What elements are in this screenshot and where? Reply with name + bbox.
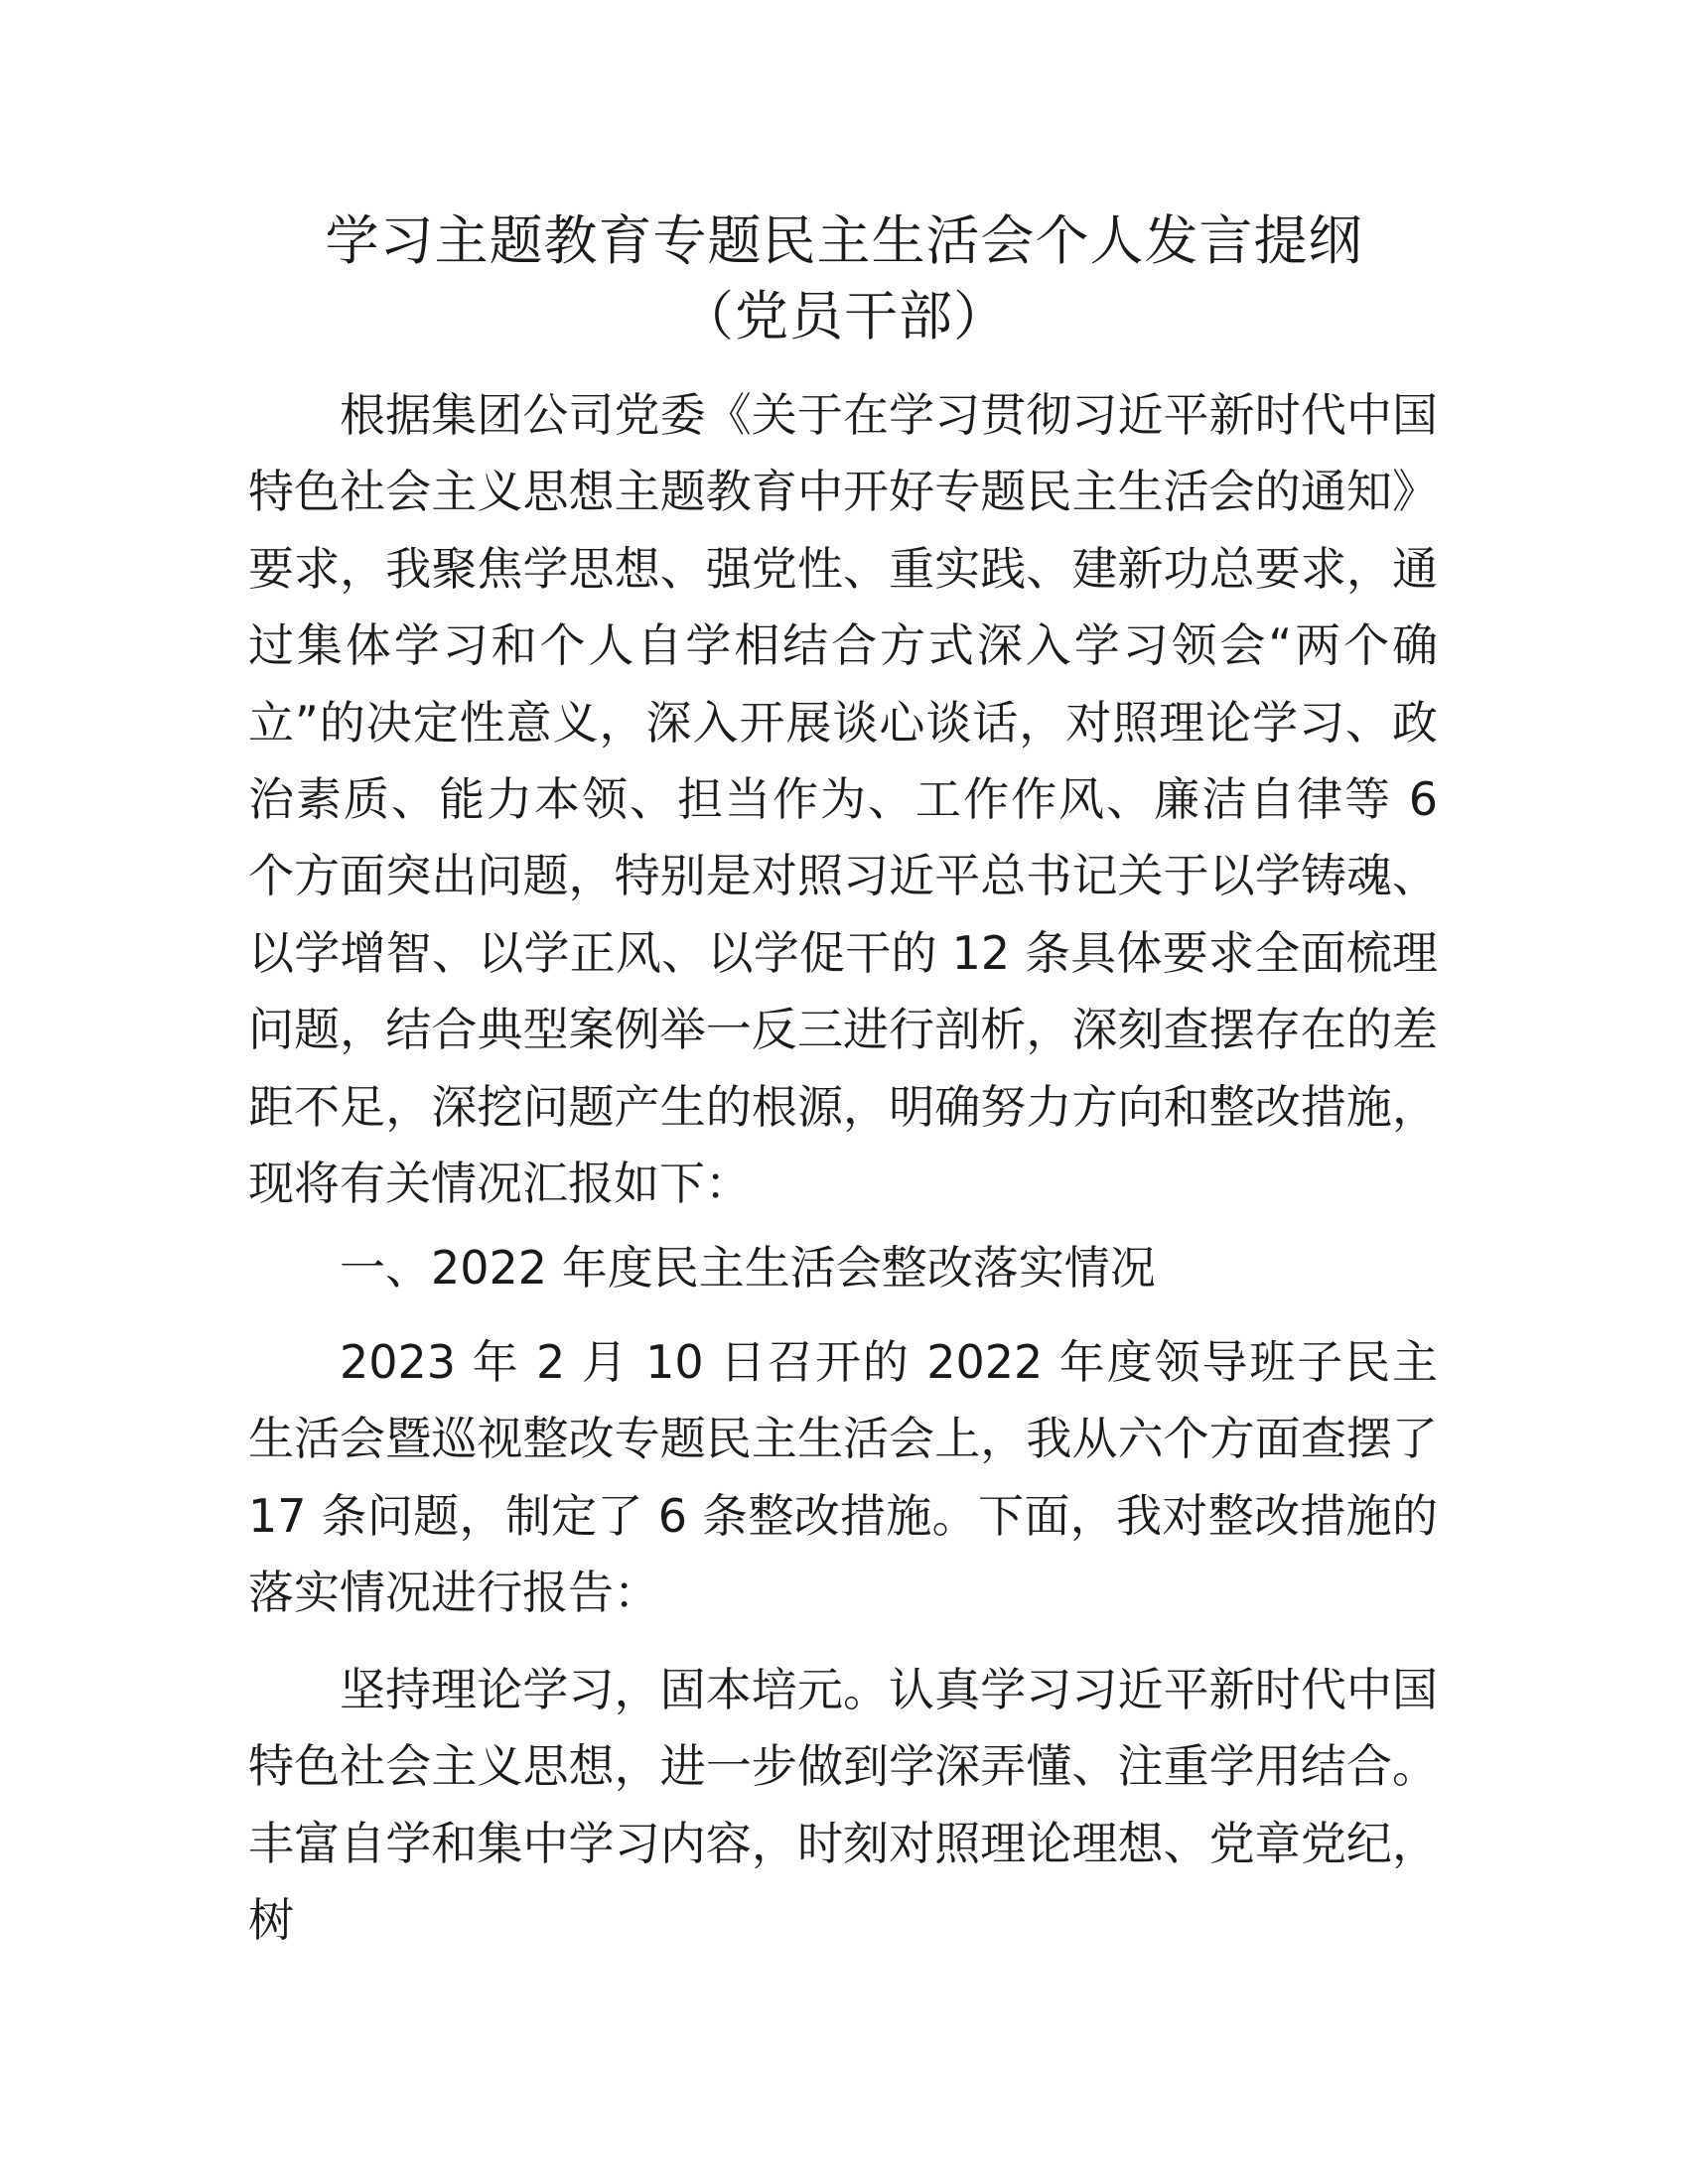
document-subtitle: （党员干部）	[680, 285, 1008, 347]
section-1-paragraph: 2023 年 2 月 10 日召开的 2022 年度领导班子民主生活会暨巡视整改专题民主生活会上，我从六个方面查摆了 17 条问题，制定了 6 条整改措施。下面，我对整改措施的落实情况进行报告：	[248, 1335, 1438, 1620]
intro-paragraph: 根据集团公司党委《关于在学习贯彻习近平新时代中国特色社会主义思想主题教育中开好专题民主生活会的通知》要求，我聚焦学思想、强党性、重实践、建新功总要求，通过集体学习和个人自学相结合方式深入学习领会“两个确立”的决定性意义，深入开展谈心谈话，对照理论学习、政治素质、能力本领、担当作为、工作作风、廉洁自律等 6 个方面突出问题，特别是对照习近平总书记关于以学铸魂、以学增智、以学正风、以学促干的 12 条具体要求全面梳理问题，结合典型案例举一反三进行剖析，深刻查摆存在的差距不足，深挖问题产生的根源，明确努力方向和整改措施，现将有关情况汇报如下：	[248, 388, 1438, 1211]
theory-study-paragraph: 坚持理论学习，固本培元。认真学习习近平新时代中国特色社会主义思想，进一步做到学深弄懂、注重学用结合。丰富自学和集中学习内容，时刻对照理论理想、党章党纪，树	[248, 1663, 1438, 1948]
section-heading-1: 一、2022 年度民主生活会整改落实情况	[340, 1241, 1156, 1295]
document-title: 学习主题教育专题民主生活会个人发言提纲	[325, 209, 1363, 272]
